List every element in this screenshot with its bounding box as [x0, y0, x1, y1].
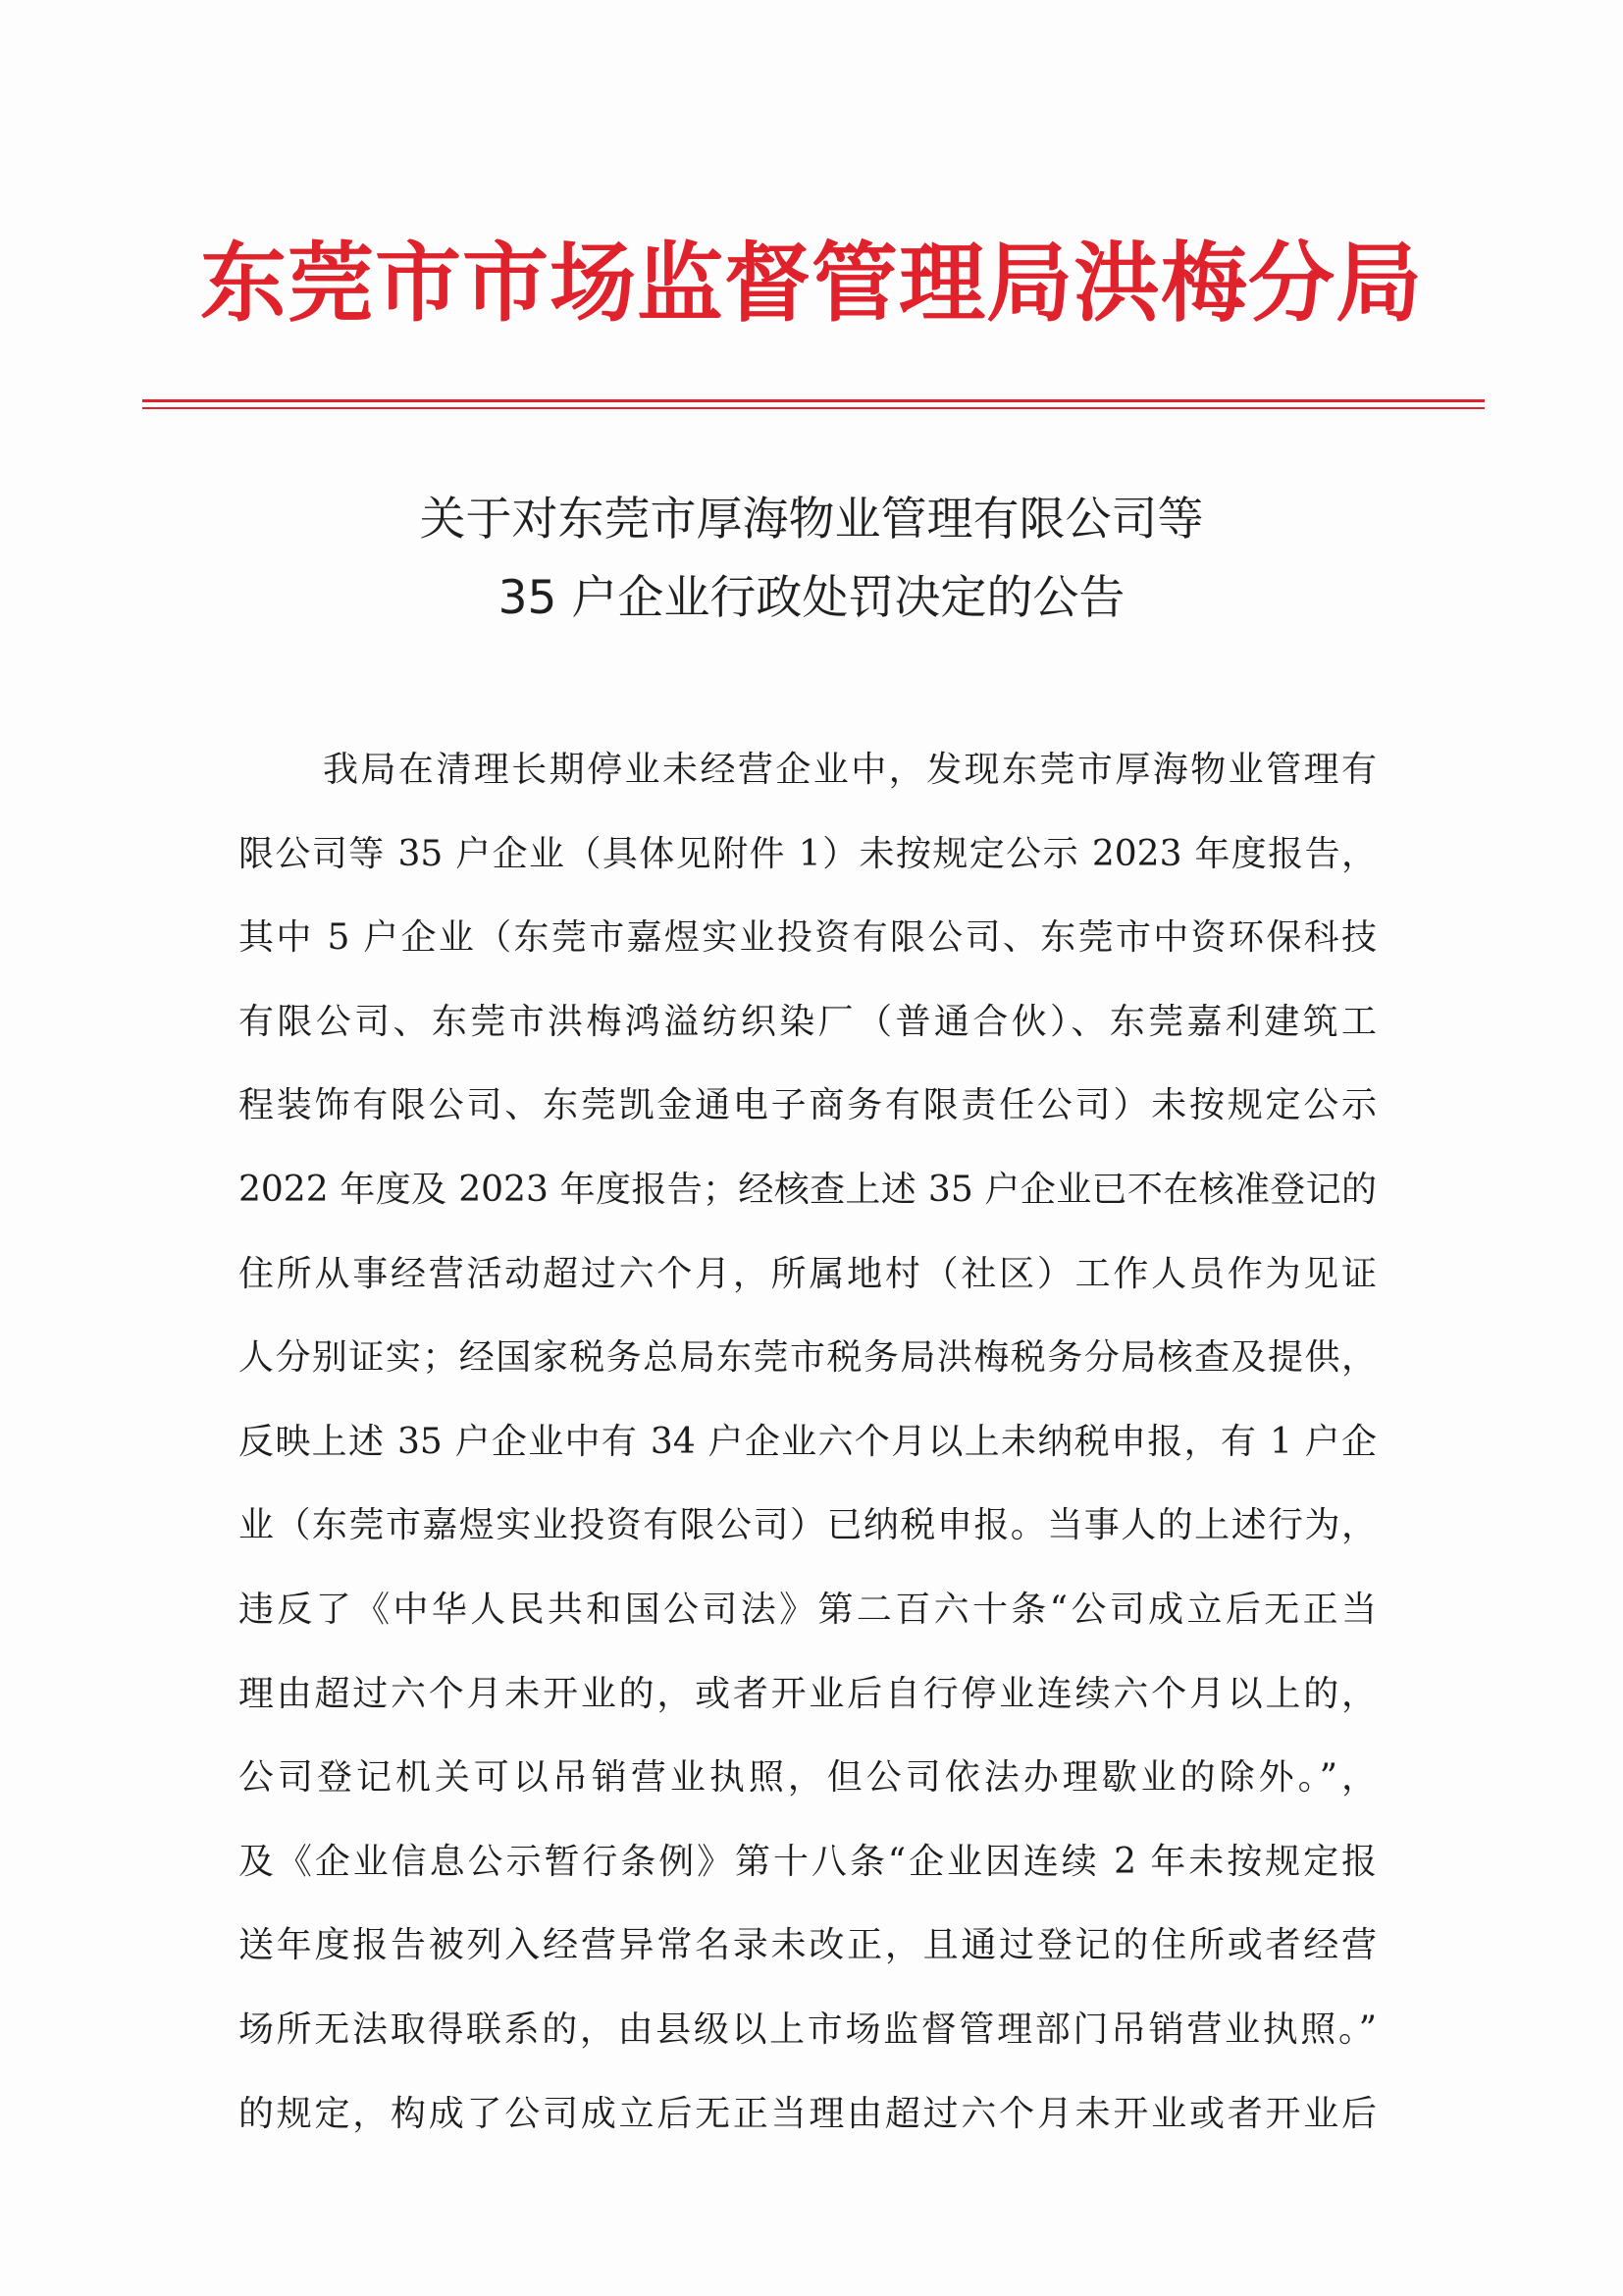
body-line: 人分别证实；经国家税务总局东莞市税务局洪梅税务分局核查及提供， — [238, 1337, 1377, 1379]
agency-header: 东莞市市场监督管理局洪梅分局 — [199, 232, 1423, 334]
body-line: 程装饰有限公司、东莞凯金通电子商务有限责任公司）未按规定公示 — [238, 1085, 1377, 1126]
body-text — [238, 728, 1377, 2156]
header-red-rule-secondary — [142, 407, 1485, 409]
body-line: 违反了《中华人民共和国公司法》第二百六十条“公司成立后无正当 — [238, 1589, 1377, 1630]
body-line: 业（东莞市嘉煜实业投资有限公司）已纳税申报。当事人的上述行为， — [238, 1505, 1377, 1546]
body-line: 的规定，构成了公司成立后无正当理由超过六个月未开业或者开业后 — [238, 2093, 1377, 2134]
body-line: 我局在清理长期停业未经营企业中，发现东莞市厚海物业管理有 — [323, 750, 1377, 790]
body-line: 其中 5 户企业（东莞市嘉煜实业投资有限公司、东莞市中资环保科技 — [238, 917, 1377, 959]
body-line: 住所从事经营活动超过六个月，所属地村（社区）工作人员作为见证 — [238, 1253, 1377, 1294]
body-line: 有限公司、东莞市洪梅鸿溢纺织染厂（普通合伙）、东莞嘉利建筑工 — [238, 1001, 1377, 1042]
body-line: 场所无法取得联系的，由县级以上市场监督管理部门吊销营业执照。” — [238, 2009, 1377, 2050]
body-line: 限公司等 35 户企业（具体见附件 1）未按规定公示 2023 年度报告， — [238, 833, 1377, 874]
header-red-rule — [142, 399, 1485, 402]
body-line: 公司登记机关可以吊销营业执照，但公司依法办理歇业的除外。”， — [238, 1757, 1377, 1799]
document-title-line-1: 关于对东莞市厚海物业管理有限公司等 — [419, 493, 1204, 547]
body-line: 理由超过六个月未开业的，或者开业后自行停业连续六个月以上的， — [238, 1673, 1377, 1714]
body-line: 及《企业信息公示暂行条例》第十八条“企业因连续 2 年未按规定报 — [238, 1841, 1377, 1882]
body-line: 2022 年度及 2023 年度报告；经核查上述 35 户企业已不在核准登记的 — [238, 1169, 1377, 1210]
body-line: 送年度报告被列入经营异常名录未改正，且通过登记的住所或者经营 — [238, 1925, 1377, 1966]
document-title-line-2: 35 户企业行政处罚决定的公告 — [497, 571, 1126, 625]
body-line: 反映上述 35 户企业中有 34 户企业六个月以上未纳税申报，有 1 户企 — [238, 1421, 1377, 1462]
